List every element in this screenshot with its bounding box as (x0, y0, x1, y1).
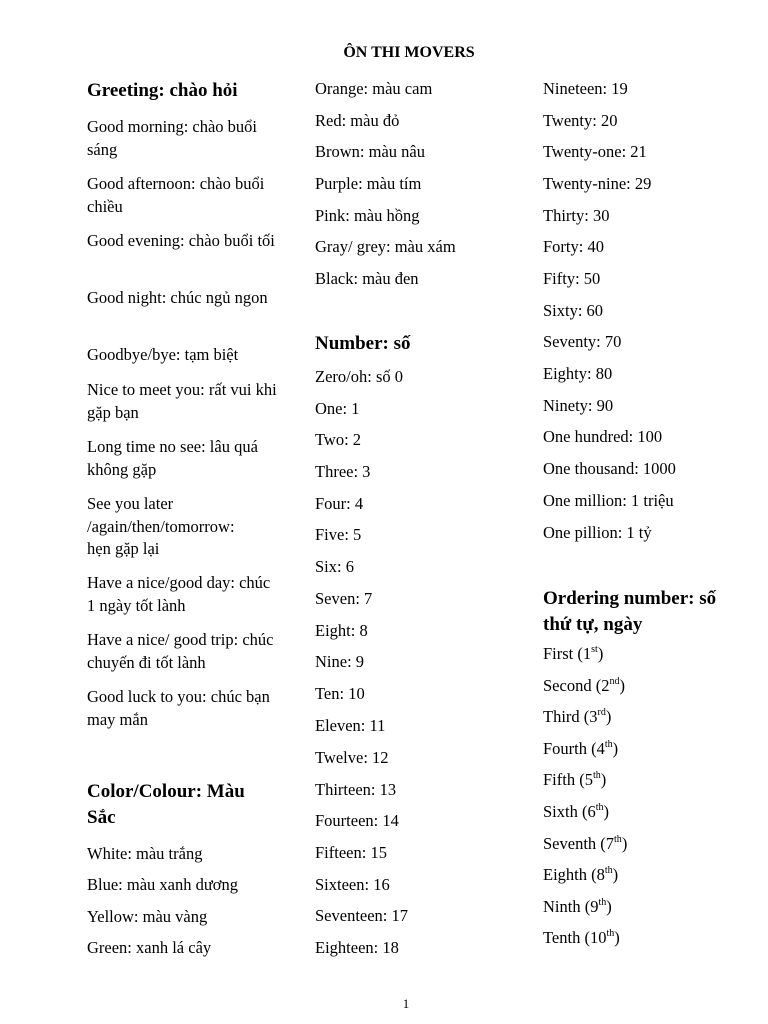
number-item: Thirty: 30 (543, 206, 610, 225)
color-item: Brown: màu nâu (315, 142, 425, 161)
number-item: Eight: 8 (315, 621, 368, 640)
ordinal-word: Third (3 (543, 707, 598, 727)
number-item: Zero/oh: số 0 (315, 367, 403, 386)
color-item: Orange: màu cam (315, 79, 433, 98)
ordinal-word: Fifth (5 (543, 770, 593, 790)
ordinal-suffix: th (592, 770, 601, 782)
color-item: Gray/ grey: màu xám (315, 237, 456, 256)
number-item: Twelve: 12 (315, 748, 389, 767)
number-item: Four: 4 (315, 494, 364, 513)
ordinal-close: ) (621, 833, 628, 853)
page-number: 1 (402, 996, 410, 1011)
color-item: White: màu trắng (87, 844, 203, 863)
ordinal-item (543, 706, 748, 729)
ordinal-item (543, 896, 748, 919)
color-item: Black: màu đen (315, 269, 419, 288)
ordinal-item (543, 675, 748, 698)
ordinal-word: Ninth (9 (543, 896, 599, 916)
number-item: One hundred: 100 (543, 427, 663, 446)
ordinal-word: Eighth (8 (543, 865, 605, 885)
ordinal-suffix: th (606, 928, 615, 940)
number-item: Nineteen: 19 (543, 79, 628, 98)
ordinal-suffix: th (604, 738, 613, 750)
ordinal-suffix: th (604, 865, 613, 877)
ordinal-item (543, 927, 748, 950)
number-item: Ninety: 90 (543, 396, 614, 415)
greeting-item: Nice to meet you: rất vui khi gặp bạn (87, 380, 277, 422)
greeting-item: Good afternoon: chào buổi chiều (87, 174, 265, 216)
ordinal-close: ) (605, 707, 612, 727)
color-item: Red: màu đỏ (315, 111, 400, 130)
ordinal-suffix: th (614, 833, 622, 845)
greeting-item: Good luck to you: chúc bạn may mắn (87, 687, 270, 729)
color-item: Green: xanh lá cây (87, 938, 212, 957)
ordinal-word: First (1 (543, 644, 592, 663)
ordinal-suffix: th (595, 802, 604, 813)
number-item: Forty: 40 (543, 237, 604, 256)
ordinal-item (543, 738, 748, 761)
greeting-item: Have a nice/ good trip: chúc chuyến đi tốt lành (87, 630, 274, 672)
ordinal-word: Seventh (7 (543, 833, 615, 853)
number-item: Five: 5 (315, 525, 362, 544)
ordinal-suffix: th (598, 896, 607, 908)
color-item: Yellow: màu vàng (87, 907, 208, 926)
page-title: ÔN THI MOVERS (343, 44, 475, 61)
ordinal-suffix: nd (609, 675, 620, 687)
number-item: Eighty: 80 (543, 364, 613, 383)
ordinal-word: Tenth (10 (543, 928, 607, 948)
number-item: Six: 6 (315, 557, 354, 576)
greeting-item: Good night: chúc ngủ ngon (87, 288, 268, 307)
number-item: Ten: 10 (315, 684, 365, 703)
ordering-heading: Ordering number: số thứ tự, ngày (543, 588, 717, 635)
number-item: Fifty: 50 (543, 269, 601, 288)
ordinal-item (543, 833, 748, 856)
ordinal-close: ) (612, 738, 619, 758)
number-item: One million: 1 triệu (543, 491, 674, 510)
ordinal-close: ) (600, 770, 607, 790)
color-item: Purple: màu tím (315, 174, 422, 193)
number-item: Seven: 7 (315, 589, 373, 608)
number-item: Two: 2 (315, 430, 362, 449)
number-item: Seventy: 70 (543, 332, 622, 351)
color-item: Pink: màu hồng (315, 206, 420, 225)
ordinal-item (543, 769, 748, 792)
number-item: Twenty-one: 21 (543, 142, 647, 161)
number-item: One pillion: 1 tỷ (543, 523, 652, 542)
number-item: Three: 3 (315, 462, 371, 481)
number-item: Sixty: 60 (543, 301, 604, 320)
number-item: One thousand: 1000 (543, 459, 676, 478)
ordinal-word: Second (2 (543, 675, 610, 695)
number-item: Nine: 9 (315, 652, 365, 671)
ordinal-suffix: rd (597, 707, 606, 719)
ordinal-close: ) (606, 896, 612, 916)
color-heading: Color/Colour: Màu Sắc (87, 781, 245, 828)
ordinal-item (543, 643, 748, 666)
greeting-item: Goodbye/bye: tạm biệt (87, 345, 239, 364)
ordinal-word: Sixth (6 (543, 802, 596, 821)
number-item: Eighteen: 18 (315, 938, 399, 957)
greeting-item: Have a nice/good day: chúc 1 ngày tốt lành (87, 573, 271, 615)
ordinal-close: ) (603, 802, 609, 821)
number-item: Twenty: 20 (543, 111, 618, 130)
ordinal-close: ) (619, 675, 625, 695)
ordinal-close: ) (597, 644, 604, 663)
greeting-item: See you later /again/then/tomorrow: hẹn gặp lại (87, 494, 235, 558)
number-item: Sixteen: 16 (315, 875, 390, 894)
ordinal-item (543, 864, 748, 887)
number-item: Fourteen: 14 (315, 811, 399, 830)
ordinal-close: ) (612, 865, 619, 885)
number-item: Seventeen: 17 (315, 906, 409, 925)
ordinal-close: ) (614, 928, 620, 948)
number-item: Fifteen: 15 (315, 843, 387, 862)
number-item: Eleven: 11 (315, 716, 386, 735)
number-item: Thirteen: 13 (315, 780, 397, 799)
color-item: Blue: màu xanh dương (87, 875, 239, 894)
ordinal-item (543, 801, 748, 824)
greeting-item: Long time no see: lâu quá không gặp (87, 437, 258, 479)
ordinal-suffix: st (591, 644, 598, 655)
greeting-heading: Greeting: chào hỏi (87, 80, 238, 101)
number-item: Twenty-nine: 29 (543, 174, 652, 193)
number-item: One: 1 (315, 399, 360, 418)
greeting-item: Good morning: chào buổi sáng (87, 117, 258, 159)
number-heading: Number: số (315, 333, 411, 354)
greeting-item: Good evening: chào buổi tối (87, 231, 275, 250)
ordinal-word: Fourth (4 (543, 738, 605, 758)
